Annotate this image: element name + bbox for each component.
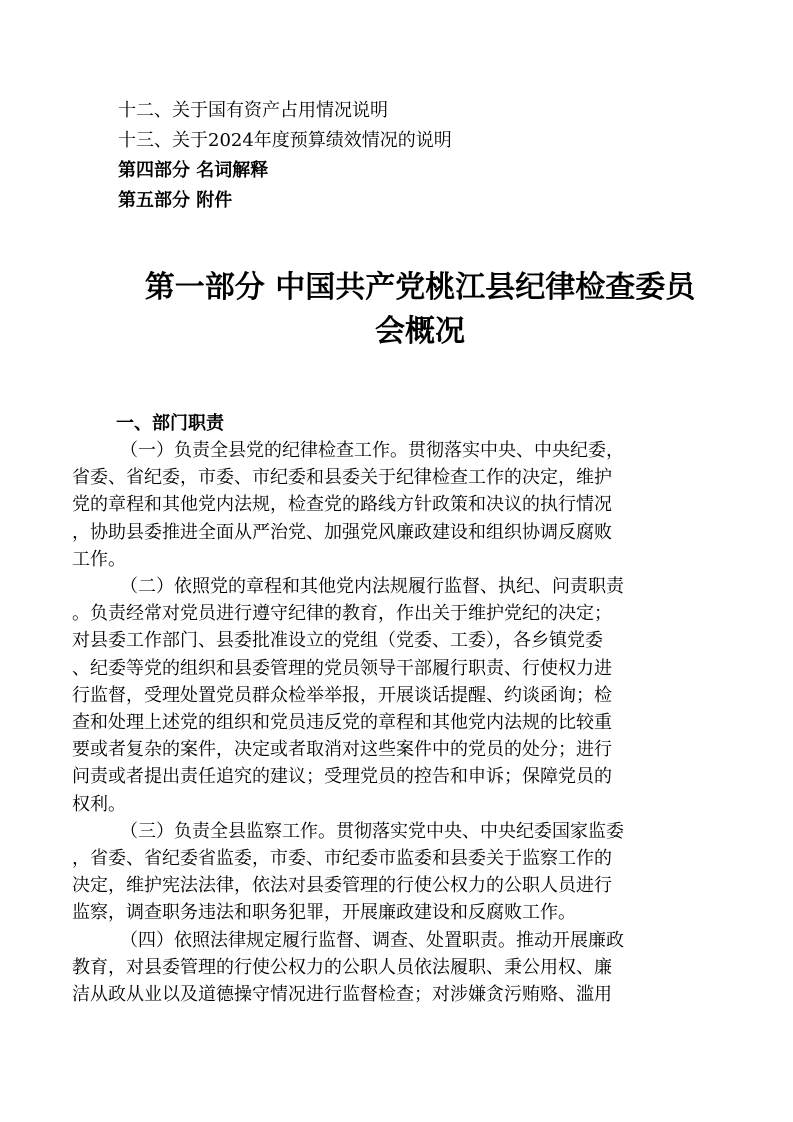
paragraph-line: 权利。 [72,793,126,815]
paragraph-line: 对县委工作部门、县委批准设立的党组（党委、工委），各乡镇党委 [72,630,603,652]
paragraph [72,818,722,927]
paragraph-line: 省委、省纪委，市委、市纪委和县委关于纪律检查工作的决定，维护 [72,467,612,489]
paragraph-line: 洁从政从业以及道德操守情况进行监督检查；对涉嫌贪污贿赂、滥用 [72,984,612,1006]
paragraph [72,437,722,573]
paragraph-line: 工作。 [72,548,126,570]
paragraph-line: 监察，调查职务违法和职务犯罪，开展廉政建设和反腐败工作。 [72,902,576,924]
paragraph-line: （二）依照党的章程和其他党内法规履行监督、执纪、问责职责 [120,576,624,598]
paragraph [72,927,722,1009]
part-title-line: 第一部分 中国共产党桃江县纪律检查委员 [144,270,696,305]
paragraph-line: ，协助县委推进全面从严治党、加强党风廉政建设和组织协调反腐败 [72,521,612,543]
paragraph-line: 党的章程和其他党内法规，检查党的路线方针政策和决议的执行情况 [72,494,612,516]
paragraph-line: （四）依照法律规定履行监督、调查、处置职责。推动开展廉政 [120,929,624,951]
paragraph [72,573,722,818]
paragraph-line: 教育，对县委管理的行使公权力的公职人员依法履职、秉公用权、廉 [72,956,612,978]
toc-item: 十二、关于国有资产占用情况说明 [118,100,388,121]
paragraph-line: 要或者复杂的案件，决定或者取消对这些案件中的党员的处分；进行 [72,739,612,761]
paragraph-line: 、纪委等党的组织和县委管理的党员领导干部履行职责、行使权力进 [72,657,612,679]
paragraph-line: 决定，维护宪法法律，依法对县委管理的行使公权力的公职人员进行 [72,875,612,897]
paragraph-line: ，省委、省纪委省监委，市委、市纪委市监委和县委关于监察工作的 [72,848,612,870]
section-heading: 一、部门职责 [116,413,224,434]
paragraph-line: 问责或者提出责任追究的建议；受理党员的控告和申诉；保障党员的 [72,766,612,788]
part-title [100,266,740,354]
table-of-contents [118,96,452,216]
part-title-line: 会概况 [375,314,465,349]
paragraph-line: （三）负责全县监察工作。贯彻落实党中央、中央纪委国家监委 [120,820,624,842]
toc-item: 第四部分 名词解释 [118,160,269,181]
paragraph-line: 。负责经常对党员进行遵守纪律的教育，作出关于维护党纪的决定； [72,603,612,625]
paragraph-line: 行监督，受理处置党员群众检举举报，开展谈话提醒、约谈函询；检 [72,684,612,706]
toc-item: 第五部分 附件 [118,190,233,211]
paragraph-line: 查和处理上述党的组织和党员违反党的章程和其他党内法规的比较重 [72,712,612,734]
toc-item: 十三、关于2024年度预算绩效情况的说明 [118,130,452,151]
paragraph-line: （一）负责全县党的纪律检查工作。贯彻落实中央、中央纪委， [120,440,624,461]
body-text [72,410,722,1008]
